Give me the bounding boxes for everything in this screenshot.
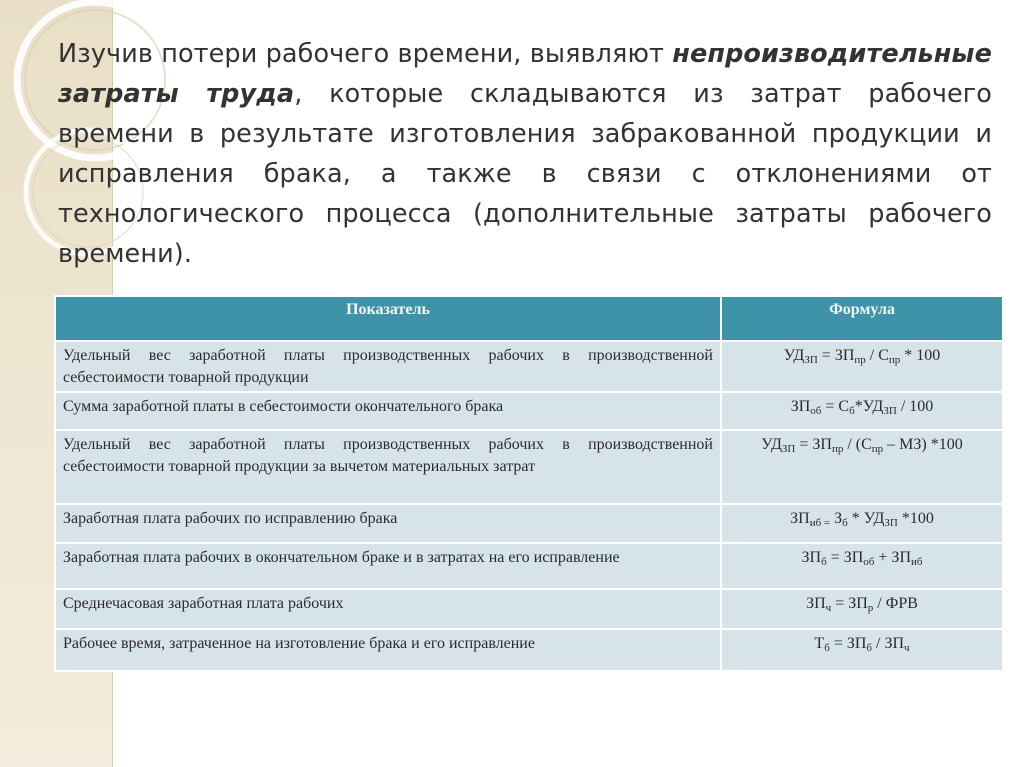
formula-subscript: б	[849, 405, 855, 417]
formula-text: / ФРВ	[873, 595, 918, 612]
formula-text: / (С	[843, 436, 872, 453]
formula-cell	[721, 504, 1003, 543]
indicator-cell: Заработная плата рабочих по исправлению брака	[55, 504, 721, 543]
table-row	[55, 341, 1003, 392]
formula-subscript: пр	[871, 443, 884, 455]
formula-subscript: об	[810, 405, 822, 417]
formula-subscript: б	[824, 642, 830, 654]
table-row	[55, 629, 1003, 671]
formula-text: = ЗП	[795, 436, 832, 453]
indicator-cell: Удельный вес заработной платы производственных рабочих в производственной себестоимости товарной продукции	[55, 341, 721, 392]
formula-text: УД	[761, 436, 782, 453]
table-row	[55, 543, 1003, 589]
formula-subscript: ч	[825, 602, 832, 614]
indicator-cell: Среднечасовая заработная плата рабочих	[55, 589, 721, 629]
formula-text: / 100	[896, 398, 934, 415]
formula-text: ЗП	[790, 510, 810, 527]
header-formula: Формула	[721, 296, 1003, 341]
table-header-row	[55, 296, 1003, 341]
table-row	[55, 589, 1003, 629]
formula-subscript: ч	[904, 642, 910, 654]
formula-text: ЗП	[790, 398, 811, 415]
formula-subscript: р	[867, 602, 874, 614]
formula-cell	[721, 629, 1003, 671]
formula-cell	[721, 341, 1003, 392]
formula-subscript: иб	[911, 556, 923, 568]
intro-paragraph	[58, 34, 992, 274]
formula-subscript: пр	[888, 354, 901, 366]
table-row	[55, 392, 1003, 430]
indicator-cell: Заработная плата рабочих в окончательном браке и в затратах на его исправление	[55, 543, 721, 589]
formula-subscript: ЗП	[781, 443, 796, 455]
formula-text: = ЗП	[826, 549, 864, 566]
formula-text: ЗП	[806, 595, 826, 612]
formula-subscript: об	[863, 556, 875, 568]
formula-text: Т	[814, 635, 825, 652]
intro-text-end: , которые складываются из затрат рабочего времени в результате изготовления забракованной продукции и исправления брака, а также в связи с отклонениями от технологического процесса (дополнительные затраты рабочего времени).	[58, 79, 992, 269]
indicator-cell: Удельный вес заработной платы производственных рабочих в производственной себестоимости товарной продукции за вычетом материальных затрат	[55, 430, 721, 504]
intro-text-start: Изучив потери рабочего времени, выявляют	[58, 39, 673, 69]
formula-subscript: ЗП	[804, 354, 818, 366]
formula-subscript: б	[842, 517, 848, 529]
formula-subscript: пр	[831, 443, 844, 455]
formula-text: *УД	[854, 398, 884, 415]
table-row	[55, 504, 1003, 543]
formula-text: * 100	[900, 347, 941, 364]
formula-text: = ЗП	[817, 347, 855, 364]
formula-cell	[721, 430, 1003, 504]
formula-text: * УД	[847, 510, 885, 527]
formula-subscript: пр	[854, 354, 866, 366]
formula-text: УД	[783, 347, 805, 364]
formula-text: *100	[897, 510, 934, 527]
formula-cell	[721, 589, 1003, 629]
indicator-cell: Сумма заработной платы в себестоимости окончательного брака	[55, 392, 721, 430]
header-indicator: Показатель	[55, 296, 721, 341]
formula-text: З	[830, 510, 843, 527]
intro-emphasis: непроизводительные затраты труда	[58, 39, 992, 109]
formula-cell	[721, 543, 1003, 589]
formula-cell	[721, 392, 1003, 430]
formula-text: / ЗП	[872, 635, 905, 652]
formula-text: = С	[821, 398, 850, 415]
formula-subscript: иб =	[809, 517, 831, 529]
labor-cost-table	[54, 295, 1004, 672]
formula-text: ЗП	[801, 549, 822, 566]
table-row	[55, 430, 1003, 504]
table-body	[55, 341, 1003, 671]
formula-subscript: ЗП	[883, 405, 897, 417]
formula-text: + ЗП	[874, 549, 911, 566]
formula-text: = ЗП	[829, 635, 867, 652]
formula-subscript: ЗП	[884, 517, 898, 529]
formula-subscript: б	[866, 642, 873, 654]
formula-subscript: б	[821, 556, 827, 568]
formula-text: – МЗ) *100	[883, 436, 963, 453]
formula-text: / С	[865, 347, 889, 364]
indicator-cell: Рабочее время, затраченное на изготовление брака и его исправление	[55, 629, 721, 671]
formula-text: = ЗП	[831, 595, 868, 612]
